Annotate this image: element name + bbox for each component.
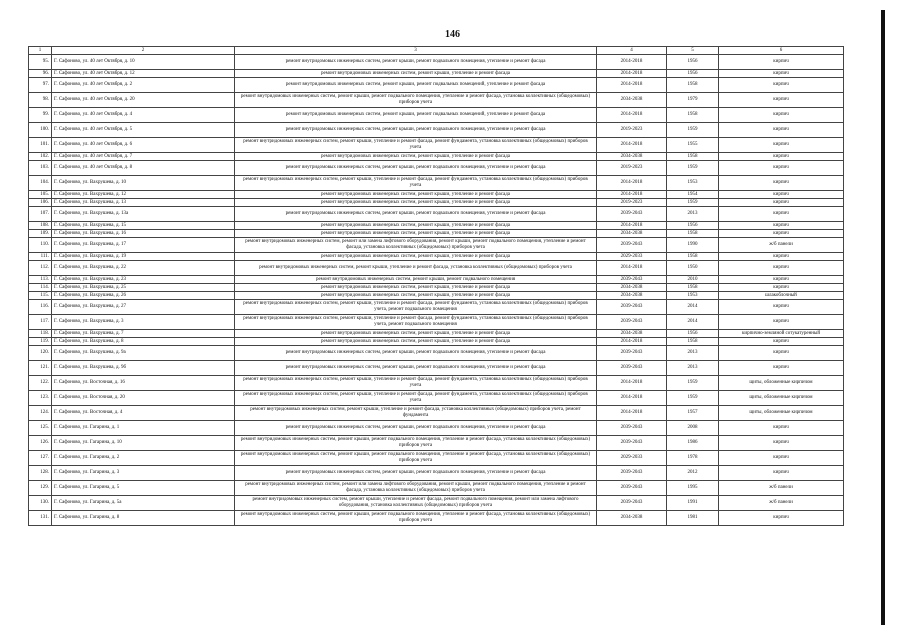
- cell-address: Г. Сафоново, ул. Вахрушева, д. 15: [52, 222, 235, 230]
- cell-row-number: 126.: [29, 436, 52, 451]
- table-row: [29, 496, 844, 511]
- cell-repair-period: 2014-2018: [597, 138, 667, 153]
- cell-wall-material: кирпич: [719, 261, 844, 276]
- cell-work-types: ремонт внутридомовых инженерных систем, ремонт крыши, ремонт подвального помещения, утепление и ремонт фасада, установка коллективных (общедомовых) приборов учета: [235, 93, 597, 108]
- cell-row-number: 130.: [29, 496, 52, 511]
- cell-address: Г. Сафоново, ул. Восточная, д. 4: [52, 406, 235, 421]
- cell-row-number: 112.: [29, 261, 52, 276]
- cell-repair-period: 2014-2018: [597, 222, 667, 230]
- cell-row-number: 96.: [29, 70, 52, 78]
- cell-work-types: ремонт внутридомовых инженерных систем, ремонт крыши, ремонт подвального помещения: [235, 276, 597, 284]
- cell-wall-material: кирпич: [719, 300, 844, 315]
- table-row: [29, 346, 844, 361]
- table-row: [29, 451, 844, 466]
- header-col-5: 5: [667, 47, 719, 55]
- cell-wall-material: кирпич: [719, 55, 844, 70]
- cell-repair-period: 2014-2018: [597, 376, 667, 391]
- cell-row-number: 97.: [29, 78, 52, 93]
- cell-wall-material: кирпич: [719, 284, 844, 292]
- cell-build-year: 1959: [667, 161, 719, 176]
- cell-build-year: 1986: [667, 436, 719, 451]
- cell-work-types: ремонт внутридомовых инженерных систем, ремонт крыши, утепление и ремонт фасада: [235, 191, 597, 199]
- cell-wall-material: кирпич: [719, 346, 844, 361]
- cell-address: Г. Сафоново, ул. Вахрушева, д. 27: [52, 300, 235, 315]
- cell-address: Г. Сафоново, ул. 40 лет Октября, д. 20: [52, 93, 235, 108]
- cell-row-number: 108.: [29, 222, 52, 230]
- cell-address: Г. Сафоново, ул. 40 лет Октября, д. 10: [52, 55, 235, 70]
- cell-row-number: 95.: [29, 55, 52, 70]
- cell-build-year: 1956: [667, 222, 719, 230]
- cell-build-year: 1958: [667, 230, 719, 238]
- cell-wall-material: кирпич: [719, 191, 844, 199]
- cell-build-year: 2013: [667, 207, 719, 222]
- cell-work-types: ремонт внутридомовых инженерных систем, ремонт крыши, утепление и ремонт фасада: [235, 153, 597, 161]
- cell-repair-period: 2034-2038: [597, 292, 667, 300]
- cell-row-number: 113.: [29, 276, 52, 284]
- cell-row-number: 128.: [29, 466, 52, 481]
- cell-work-types: ремонт внутридомовых инженерных систем, ремонт крыши, ремонт подвального помещения, утепление и ремонт фасада, установка коллективных (общедомовых) приборов учета: [235, 511, 597, 526]
- table-row: [29, 315, 844, 330]
- cell-wall-material: кирпич: [719, 176, 844, 191]
- cell-work-types: ремонт внутридомовых инженерных систем, ремонт крыши, ремонт подвального помещения, утепление и ремонт фасада, установка коллективных (общедомовых) приборов учета: [235, 451, 597, 466]
- cell-build-year: 1956: [667, 70, 719, 78]
- cell-work-types: ремонт внутридомовых инженерных систем, ремонт крыши, утепление и ремонт фасада, ремонт фундамента, установка коллективных (общедомовых) приборов учета: [235, 138, 597, 153]
- cell-build-year: 1958: [667, 108, 719, 123]
- cell-row-number: 101.: [29, 138, 52, 153]
- cell-build-year: 1954: [667, 191, 719, 199]
- cell-row-number: 103.: [29, 161, 52, 176]
- table-row: [29, 253, 844, 261]
- cell-work-types: ремонт внутридомовых инженерных систем, ремонт крыши, утепление и ремонт фасада, ремонт фундамента, установка коллективных (общедомовых) приборов учета: [235, 391, 597, 406]
- cell-build-year: 2010: [667, 276, 719, 284]
- cell-work-types: ремонт внутридомовых инженерных систем, ремонт крыши, утепление и ремонт фасада: [235, 330, 597, 338]
- cell-work-types: ремонт внутридомовых инженерных систем, ремонт крыши, утепление и ремонт фасада: [235, 292, 597, 300]
- cell-address: Г. Сафоново, ул. Вахрушева, д. 25: [52, 284, 235, 292]
- table-row: [29, 421, 844, 436]
- cell-wall-material: кирпич: [719, 138, 844, 153]
- cell-wall-material: кирпич: [719, 361, 844, 376]
- header-col-1: 1: [29, 47, 52, 55]
- cell-work-types: ремонт внутридомовых инженерных систем, ремонт крыши, ремонт подвального помещения, утепление и ремонт фасада, установка коллективных (общедомовых) приборов учета: [235, 436, 597, 451]
- cell-work-types: ремонт внутридомовых инженерных систем, ремонт крыши, ремонт подвального помещения, утепление и ремонт фасада: [235, 207, 597, 222]
- cell-work-types: ремонт внутридомовых инженерных систем, ремонт крыши, ремонт подвального помещения, утепление и ремонт фасада: [235, 161, 597, 176]
- cell-repair-period: 2019-2023: [597, 199, 667, 207]
- cell-build-year: 1956: [667, 330, 719, 338]
- table-row: [29, 176, 844, 191]
- cell-row-number: 105.: [29, 191, 52, 199]
- cell-work-types: ремонт внутридомовых инженерных систем, ремонт крыши, утепление и ремонт фасада: [235, 253, 597, 261]
- cell-wall-material: щиты, обложенные кирпичом: [719, 406, 844, 421]
- cell-work-types: ремонт внутридомовых инженерных систем, ремонт крыши, ремонт подвального помещения, утепление и ремонт фасада: [235, 346, 597, 361]
- table-row: [29, 138, 844, 153]
- cell-build-year: 1957: [667, 406, 719, 421]
- cell-wall-material: кирпич: [719, 78, 844, 93]
- cell-repair-period: 2034-2038: [597, 93, 667, 108]
- cell-repair-period: 2034-2038: [597, 284, 667, 292]
- table-row: [29, 481, 844, 496]
- cell-build-year: 1953: [667, 176, 719, 191]
- cell-row-number: 131.: [29, 511, 52, 526]
- cell-address: Г. Сафоново, ул. Гагарина, д. 10: [52, 436, 235, 451]
- cell-wall-material: кирпич: [719, 230, 844, 238]
- table-row: [29, 230, 844, 238]
- cell-address: Г. Сафоново, ул. Гагарина, д. 1: [52, 421, 235, 436]
- header-col-2: 2: [52, 47, 235, 55]
- table-row: [29, 466, 844, 481]
- cell-work-types: ремонт внутридомовых инженерных систем, ремонт крыши, утепление и ремонт фасада: [235, 230, 597, 238]
- cell-work-types: ремонт внутридомовых инженерных систем, ремонт крыши, ремонт подвального помещения, утепление и ремонт фасада: [235, 123, 597, 138]
- table-row: [29, 361, 844, 376]
- cell-address: Г. Сафоново, ул. Вахрушева, д. 12: [52, 191, 235, 199]
- cell-wall-material: кирпич: [719, 70, 844, 78]
- cell-row-number: 129.: [29, 481, 52, 496]
- cell-work-types: ремонт внутридомовых инженерных систем, ремонт крыши, утепление и ремонт фасада, ремонт фундамента, установка коллективных (общедомовых) приборов учета: [235, 376, 597, 391]
- cell-wall-material: кирпич: [719, 153, 844, 161]
- cell-wall-material: кирпич: [719, 451, 844, 466]
- cell-work-types: ремонт внутридомовых инженерных систем, ремонт крыши, утепление и ремонт фасада, ремонт фундамента, установка коллективных (общедомовых) приборов учета, ремонт подвального помещения: [235, 300, 597, 315]
- table-row: [29, 330, 844, 338]
- cell-address: Г. Сафоново, ул. 40 лет Октября, д. 6: [52, 138, 235, 153]
- cell-work-types: ремонт внутридомовых инженерных систем, ремонт или замена лифтового оборудования, ремонт крыши, ремонт подвального помещения, утепление и ремонт фасада, установка коллективных (общедомовых) приборов учета: [235, 238, 597, 253]
- cell-address: Г. Сафоново, ул. Вахрушева, д. 19: [52, 253, 235, 261]
- table-row: [29, 199, 844, 207]
- cell-repair-period: 2039-2043: [597, 361, 667, 376]
- cell-wall-material: кирпич: [719, 161, 844, 176]
- page-edge-bar: [881, 10, 885, 625]
- cell-wall-material: ж/б панели: [719, 481, 844, 496]
- cell-repair-period: 2039-2043: [597, 207, 667, 222]
- cell-build-year: 1956: [667, 55, 719, 70]
- cell-work-types: ремонт внутридомовых инженерных систем, ремонт крыши, утепление и ремонт фасада: [235, 199, 597, 207]
- cell-wall-material: кирпич: [719, 123, 844, 138]
- cell-address: Г. Сафоново, ул. 40 лет Октября, д. 2: [52, 78, 235, 93]
- cell-work-types: ремонт внутридомовых инженерных систем, ремонт крыши, утепление и ремонт фасада: [235, 222, 597, 230]
- cell-wall-material: кирпич: [719, 253, 844, 261]
- cell-work-types: ремонт внутридомовых инженерных систем, ремонт крыши, утепление и ремонт фасада: [235, 338, 597, 346]
- cell-repair-period: 2014-2018: [597, 108, 667, 123]
- cell-wall-material: кирпично-земляной сотукатуренный: [719, 330, 844, 338]
- cell-row-number: 99.: [29, 108, 52, 123]
- cell-build-year: 1955: [667, 138, 719, 153]
- cell-build-year: 1959: [667, 391, 719, 406]
- cell-address: Г. Сафоново, ул. Вахрушева, д. 10: [52, 176, 235, 191]
- cell-address: Г. Сафоново, ул. Вахрушева, д. 8: [52, 338, 235, 346]
- cell-work-types: ремонт внутридомовых инженерных систем, ремонт крыши, утепление и ремонт фасада, установка коллективных (общедомовых) приборов учета: [235, 261, 597, 276]
- cell-build-year: 1958: [667, 253, 719, 261]
- cell-work-types: ремонт внутридомовых инженерных систем, ремонт крыши, ремонт подвальных помещений, утепление и ремонт фасада: [235, 78, 597, 93]
- table-row: [29, 391, 844, 406]
- cell-row-number: 115.: [29, 292, 52, 300]
- cell-wall-material: кирпич: [719, 108, 844, 123]
- cell-wall-material: кирпич: [719, 199, 844, 207]
- cell-address: Г. Сафоново, ул. Гагарина, д. 2: [52, 451, 235, 466]
- cell-build-year: 1959: [667, 123, 719, 138]
- cell-address: Г. Сафоново, ул. Гагарина, д. 5а: [52, 496, 235, 511]
- cell-build-year: 2013: [667, 361, 719, 376]
- cell-row-number: 122.: [29, 376, 52, 391]
- cell-repair-period: 2014-2018: [597, 261, 667, 276]
- cell-repair-period: 2034-2038: [597, 153, 667, 161]
- cell-work-types: ремонт внутридомовых инженерных систем, ремонт крыши, ремонт подвального помещения, утепление и ремонт фасада: [235, 55, 597, 70]
- cell-row-number: 98.: [29, 93, 52, 108]
- cell-wall-material: кирпич: [719, 222, 844, 230]
- cell-work-types: ремонт внутридомовых инженерных систем, ремонт крыши, ремонт подвального помещения, утепление и ремонт фасада: [235, 466, 597, 481]
- cell-wall-material: кирпич: [719, 276, 844, 284]
- cell-address: Г. Сафоново, ул. Вахрушева, д. 26: [52, 292, 235, 300]
- cell-row-number: 124.: [29, 406, 52, 421]
- cell-repair-period: 2039-2043: [597, 466, 667, 481]
- cell-address: Г. Сафоново, ул. Вахрушева, д. 3: [52, 315, 235, 330]
- cell-repair-period: 2034-2038: [597, 230, 667, 238]
- cell-address: Г. Сафоново, ул. Вахрушева, д. 23: [52, 276, 235, 284]
- table-row: [29, 406, 844, 421]
- cell-row-number: 100.: [29, 123, 52, 138]
- cell-row-number: 118.: [29, 330, 52, 338]
- cell-work-types: ремонт внутридомовых инженерных систем, ремонт крыши, ремонт подвальных помещений, утепление и ремонт фасада: [235, 108, 597, 123]
- cell-build-year: 1950: [667, 261, 719, 276]
- cell-build-year: 2014: [667, 300, 719, 315]
- table-row: [29, 161, 844, 176]
- cell-work-types: ремонт внутридомовых инженерных систем, ремонт крыши, утепление и ремонт фасада, ремонт фундамента, установка коллективных (общедомовых) приборов учета: [235, 176, 597, 191]
- cell-row-number: 116.: [29, 300, 52, 315]
- cell-repair-period: 2029-2033: [597, 451, 667, 466]
- header-col-4: 4: [597, 47, 667, 55]
- cell-repair-period: 2019-2023: [597, 161, 667, 176]
- cell-work-types: ремонт внутридомовых инженерных систем, ремонт крыши, утепление и ремонт фасада, ремонт фундамента, установка коллективных (общедомовых) приборов учета, ремонт подвального помещения: [235, 315, 597, 330]
- cell-repair-period: 2039-2043: [597, 421, 667, 436]
- table-row: [29, 123, 844, 138]
- table-row: [29, 300, 844, 315]
- table-row: [29, 261, 844, 276]
- cell-repair-period: 2014-2018: [597, 70, 667, 78]
- cell-work-types: ремонт внутридомовых инженерных систем, ремонт крыши, ремонт подвального помещения, утепление и ремонт фасада: [235, 361, 597, 376]
- table-row: [29, 108, 844, 123]
- cell-wall-material: шлакоблочный: [719, 292, 844, 300]
- cell-row-number: 119.: [29, 338, 52, 346]
- header-col-3: 3: [235, 47, 597, 55]
- table-row: [29, 70, 844, 78]
- cell-repair-period: 2014-2018: [597, 391, 667, 406]
- cell-build-year: 2014: [667, 315, 719, 330]
- cell-address: Г. Сафоново, ул. Восточная, д. 20: [52, 391, 235, 406]
- cell-build-year: 1958: [667, 284, 719, 292]
- cell-work-types: ремонт внутридомовых инженерных систем, ремонт или замена лифтового оборудования, ремонт крыши, ремонт подвального помещения, утепление и ремонт фасада, установка коллективных (общедомовых) приборов учета: [235, 481, 597, 496]
- table-row: [29, 207, 844, 222]
- cell-build-year: 1959: [667, 199, 719, 207]
- cell-repair-period: 2014-2018: [597, 55, 667, 70]
- cell-repair-period: 2039-2043: [597, 238, 667, 253]
- cell-address: Г. Сафоново, ул. 40 лет Октября, д. 4: [52, 108, 235, 123]
- cell-address: Г. Сафоново, ул. Гагарина, д. 3: [52, 466, 235, 481]
- cell-address: Г. Сафоново, ул. Вахрушева, д. 7: [52, 330, 235, 338]
- cell-build-year: 1958: [667, 78, 719, 93]
- cell-row-number: 127.: [29, 451, 52, 466]
- cell-repair-period: 2014-2018: [597, 191, 667, 199]
- table-row: [29, 191, 844, 199]
- table-row: [29, 292, 844, 300]
- table-row: [29, 238, 844, 253]
- table-row: [29, 376, 844, 391]
- cell-address: Г. Сафоново, ул. 40 лет Октября, д. 12: [52, 70, 235, 78]
- cell-repair-period: 2014-2018: [597, 338, 667, 346]
- cell-repair-period: 2019-2023: [597, 123, 667, 138]
- table-row: [29, 436, 844, 451]
- cell-wall-material: кирпич: [719, 207, 844, 222]
- cell-repair-period: 2039-2043: [597, 346, 667, 361]
- cell-repair-period: 2039-2043: [597, 436, 667, 451]
- cell-address: Г. Сафоново, ул. Гагарина, д. 5: [52, 481, 235, 496]
- table-header: [29, 47, 844, 55]
- cell-row-number: 120.: [29, 346, 52, 361]
- table-row: [29, 78, 844, 93]
- cell-row-number: 111.: [29, 253, 52, 261]
- cell-address: Г. Сафоново, ул. Вахрушева, д. 9б: [52, 361, 235, 376]
- header-row: [29, 47, 844, 55]
- cell-repair-period: 2039-2043: [597, 496, 667, 511]
- cell-address: Г. Сафоново, ул. Вахрушева, д. 22: [52, 261, 235, 276]
- cell-address: Г. Сафоново, ул. Восточная, д. 16: [52, 376, 235, 391]
- cell-repair-period: 2014-2018: [597, 406, 667, 421]
- cell-repair-period: 2014-2018: [597, 176, 667, 191]
- cell-row-number: 121.: [29, 361, 52, 376]
- cell-work-types: ремонт внутридомовых инженерных систем, ремонт крыши, утепление и ремонт фасада: [235, 70, 597, 78]
- cell-address: Г. Сафоново, ул. Вахрушева, д. 13а: [52, 207, 235, 222]
- cell-row-number: 104.: [29, 176, 52, 191]
- cell-address: Г. Сафоново, ул. Вахрушева, д. 17: [52, 238, 235, 253]
- cell-build-year: 1990: [667, 238, 719, 253]
- cell-wall-material: кирпич: [719, 466, 844, 481]
- table-row: [29, 93, 844, 108]
- cell-build-year: 1979: [667, 93, 719, 108]
- cell-wall-material: кирпич: [719, 511, 844, 526]
- cell-build-year: 2013: [667, 346, 719, 361]
- cell-build-year: 2008: [667, 421, 719, 436]
- table-row: [29, 284, 844, 292]
- cell-wall-material: кирпич: [719, 93, 844, 108]
- cell-work-types: ремонт внутридомовых инженерных систем, ремонт крыши, ремонт подвального помещения, утепление и ремонт фасада: [235, 421, 597, 436]
- table-row: [29, 222, 844, 230]
- cell-row-number: 117.: [29, 315, 52, 330]
- cell-work-types: ремонт внутридомовых инженерных систем, ремонт крыши, утепление и ремонт фасада: [235, 284, 597, 292]
- cell-row-number: 125.: [29, 421, 52, 436]
- page-number: 146: [445, 29, 460, 40]
- table-row: [29, 153, 844, 161]
- cell-wall-material: кирпич: [719, 421, 844, 436]
- cell-build-year: 1959: [667, 376, 719, 391]
- cell-address: Г. Сафоново, ул. Вахрушева, д. 16: [52, 230, 235, 238]
- cell-work-types: ремонт внутридомовых инженерных систем, ремонт крыши, утепление и ремонт фасада, установка коллективных (общедомовых) приборов учета, ремонт фундамента: [235, 406, 597, 421]
- cell-row-number: 123.: [29, 391, 52, 406]
- cell-wall-material: ж/б панели: [719, 238, 844, 253]
- cell-row-number: 106.: [29, 199, 52, 207]
- cell-build-year: 2012: [667, 466, 719, 481]
- cell-address: Г. Сафоново, ул. 40 лет Октября, д. 8: [52, 161, 235, 176]
- cell-repair-period: 2039-2043: [597, 276, 667, 284]
- table-row: [29, 511, 844, 526]
- cell-address: Г. Сафоново, ул. Вахрушева, д. 9а: [52, 346, 235, 361]
- cell-build-year: 1958: [667, 338, 719, 346]
- cell-repair-period: 2039-2043: [597, 481, 667, 496]
- cell-address: Г. Сафоново, ул. 40 лет Октября, д. 7: [52, 153, 235, 161]
- cell-build-year: 1978: [667, 451, 719, 466]
- cell-repair-period: 2039-2043: [597, 315, 667, 330]
- cell-address: Г. Сафоново, ул. Гагарина, д. 8: [52, 511, 235, 526]
- cell-wall-material: кирпич: [719, 338, 844, 346]
- cell-build-year: 1991: [667, 496, 719, 511]
- cell-build-year: 1995: [667, 481, 719, 496]
- cell-address: Г. Сафоново, ул. 40 лет Октября, д. 5: [52, 123, 235, 138]
- cell-build-year: 1953: [667, 292, 719, 300]
- cell-wall-material: ж/б панели: [719, 496, 844, 511]
- cell-work-types: ремонт внутридомовых инженерных систем, ремонт крыши, утепление и ремонт фасада, ремонт подвального помещения, ремонт или замена лифтового оборудования, установка коллективных (общедомовых) приборов учета: [235, 496, 597, 511]
- table-row: [29, 55, 844, 70]
- table-row: [29, 338, 844, 346]
- cell-row-number: 114.: [29, 284, 52, 292]
- cell-repair-period: 2034-2038: [597, 511, 667, 526]
- cell-row-number: 102.: [29, 153, 52, 161]
- cell-repair-period: 2034-2038: [597, 330, 667, 338]
- cell-repair-period: 2039-2043: [597, 300, 667, 315]
- cell-build-year: 1958: [667, 153, 719, 161]
- table-row: [29, 276, 844, 284]
- cell-address: Г. Сафоново, ул. Вахрушева, д. 13: [52, 199, 235, 207]
- repair-program-table: [28, 46, 844, 526]
- cell-wall-material: кирпич: [719, 315, 844, 330]
- cell-row-number: 107.: [29, 207, 52, 222]
- cell-wall-material: щиты, обложенные кирпичом: [719, 391, 844, 406]
- cell-build-year: 1981: [667, 511, 719, 526]
- cell-repair-period: 2029-2033: [597, 253, 667, 261]
- cell-wall-material: кирпич: [719, 436, 844, 451]
- cell-wall-material: щиты, обложенные кирпичом: [719, 376, 844, 391]
- table-body: [29, 55, 844, 526]
- cell-row-number: 110.: [29, 238, 52, 253]
- cell-repair-period: 2014-2018: [597, 78, 667, 93]
- cell-row-number: 109.: [29, 230, 52, 238]
- header-col-6: 6: [719, 47, 844, 55]
